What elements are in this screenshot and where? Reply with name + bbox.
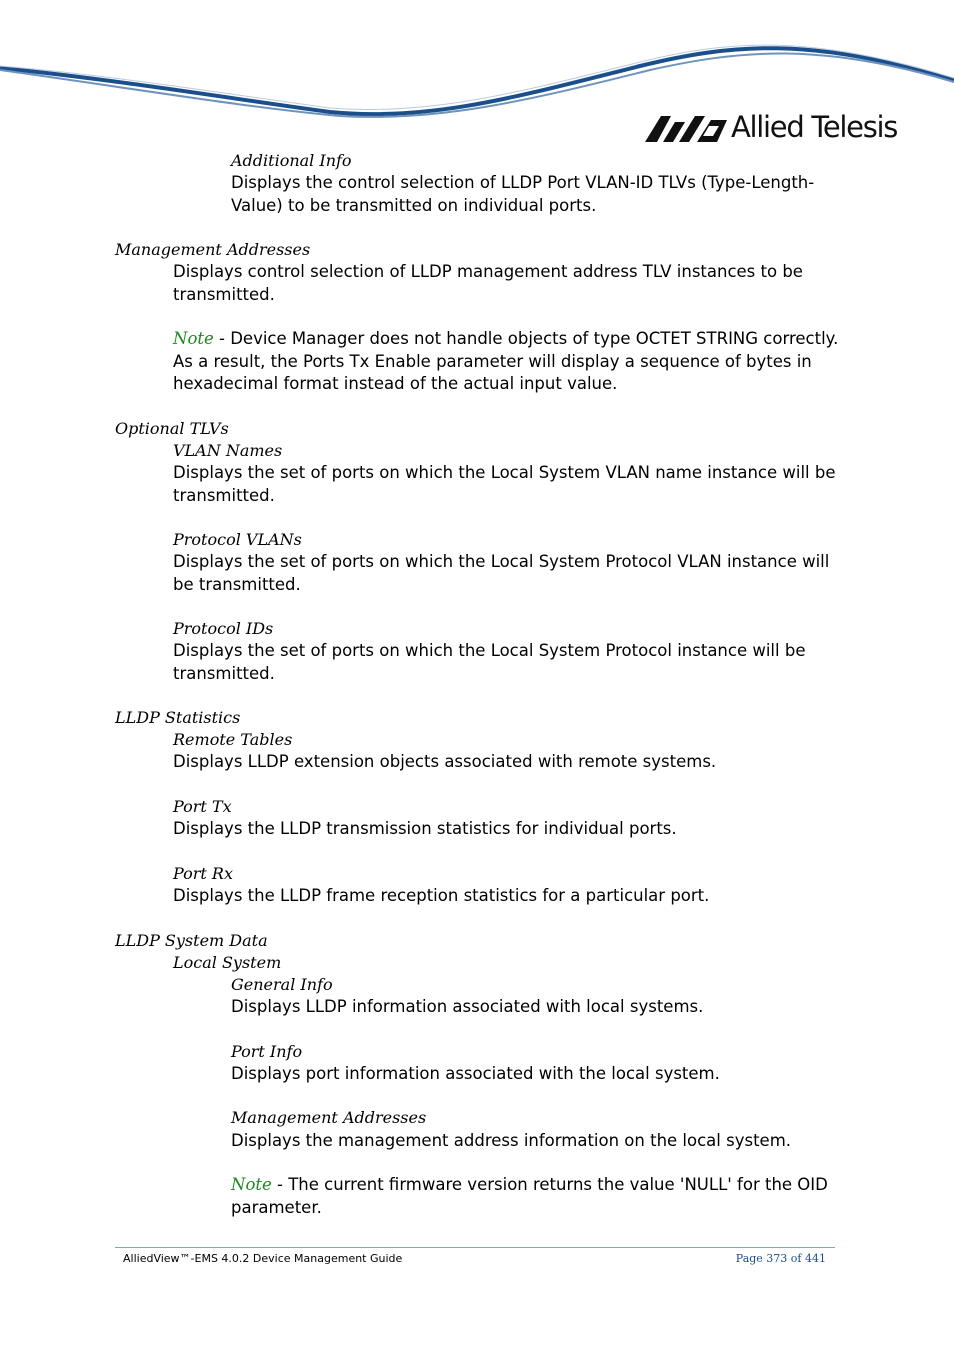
remote-tables-text: Displays LLDP extension objects associated with remote systems.: [173, 752, 717, 771]
port-tx-heading: Port Tx: [173, 797, 232, 816]
remote-tables-heading: Remote Tables: [173, 730, 293, 749]
allied-telesis-logo: [645, 110, 905, 146]
protocol-vlans-text: Displays the set of ports on which the Local System Protocol VLAN instance will be transmitted.: [173, 552, 830, 594]
vlan-names-heading: VLAN Names: [173, 441, 283, 460]
additional-info-text: Displays the control selection of LLDP Port VLAN-ID TLVs (Type-Length-Value) to be transmitted on individual ports.: [231, 173, 815, 215]
management-addresses-heading: Management Addresses: [115, 240, 311, 259]
local-management-addresses-text: Displays the management address information on the local system.: [231, 1131, 792, 1150]
general-info-text: Displays LLDP information associated with local systems.: [231, 997, 704, 1016]
protocol-ids-text: Displays the set of ports on which the Local System Protocol instance will be transmitted.: [173, 641, 806, 683]
note-device-manager: [173, 328, 841, 396]
general-info-heading: General Info: [231, 975, 333, 994]
footer-divider: [115, 1247, 835, 1248]
note-label: Note: [231, 1175, 272, 1194]
port-rx-text: Displays the LLDP frame reception statistics for a particular port.: [173, 886, 710, 905]
local-management-addresses-heading: Management Addresses: [231, 1108, 427, 1127]
footer-guide-title: AlliedView™-EMS 4.0.2 Device Management Guide: [123, 1252, 403, 1265]
port-info-heading: Port Info: [231, 1042, 303, 1061]
management-addresses-text: Displays control selection of LLDP management address TLV instances to be transmitted.: [173, 262, 803, 304]
local-system-heading: Local System: [173, 953, 282, 972]
footer-page-number: Page 373 of 441: [735, 1252, 826, 1265]
vlan-names-text: Displays the set of ports on which the Local System VLAN name instance will be transmitted.: [173, 463, 836, 505]
additional-info-heading: Additional Info: [231, 151, 352, 170]
protocol-vlans-heading: Protocol VLANs: [173, 530, 302, 549]
port-info-text: Displays port information associated with the local system.: [231, 1064, 720, 1083]
note-text: - Device Manager does not handle objects of type OCTET STRING correctly. As a result, the Ports Tx Enable parameter will display a sequence of bytes in hexadecimal format instead of the actual input value.: [173, 329, 839, 393]
logo-mark-icon: [645, 114, 727, 142]
protocol-ids-heading: Protocol IDs: [173, 619, 274, 638]
note-text: - The current firmware version returns the value 'NULL' for the OID parameter.: [231, 1175, 828, 1217]
port-tx-text: Displays the LLDP transmission statistics for individual ports.: [173, 819, 677, 838]
port-rx-heading: Port Rx: [173, 864, 233, 883]
brand-name: Allied Telesis: [731, 110, 898, 144]
note-firmware: [231, 1174, 836, 1219]
optional-tlvs-heading: Optional TLVs: [115, 419, 229, 438]
note-label: Note: [173, 329, 214, 348]
lldp-statistics-heading: LLDP Statistics: [115, 708, 241, 727]
lldp-system-data-heading: LLDP System Data: [115, 931, 268, 950]
